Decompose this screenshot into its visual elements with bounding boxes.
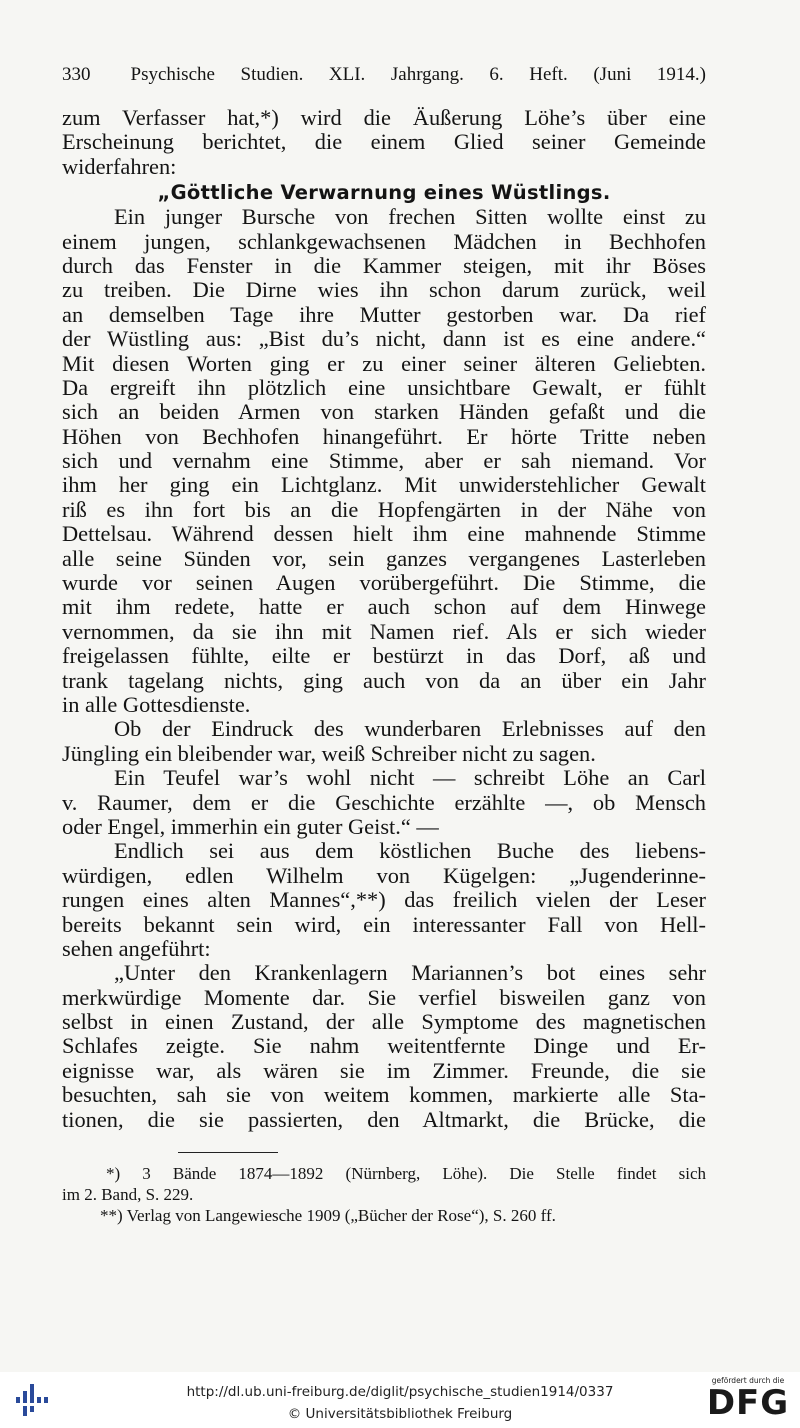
text-line: riß es ihn fort bis an die Hopfengärten in der Nähe von	[62, 496, 706, 522]
text-line: v. Raumer, dem er die Geschichte erzählte —, ob Mensch	[62, 789, 706, 815]
text-line: zum Verfasser hat,*) wird die Äußerung Löhe’s über eine	[62, 105, 706, 130]
text-line: sich und vernahm eine Stimme, aber er sah niemand. Vor	[62, 448, 706, 474]
footnote-line: **) Verlag von Langewiesche 1909 („Bücher der Rose“), S. 260 ff.	[100, 1206, 556, 1225]
text-line: trank tagelang nichts, ging auch von da an über ein Jahr	[62, 667, 706, 693]
text-line: Schlafes zeigte. Sie nahm weitentfernte Dinge und Er-	[62, 1033, 706, 1059]
text-line: sehen angeführt:	[62, 935, 211, 961]
text-line: eignisse war, als wären sie im Zimmer. Freunde, die sie	[62, 1057, 706, 1083]
text-line: zu treiben. Die Dirne wies ihn schon darum zurück, weil	[62, 277, 706, 303]
text-line: Höhen von Bechhofen hinangeführt. Er hörte Tritte neben	[62, 423, 706, 449]
text-line: an demselben Tage ihre Mutter gestorben war. Da rief	[62, 301, 706, 327]
text-line: Endlich sei aus dem köstlichen Buche des liebens-	[114, 838, 706, 864]
text-line: durch das Fenster in die Kammer steigen, mit ihr Böses	[62, 252, 706, 278]
text-line: ihm her ging ein Lichtglanz. Mit unwiderstehlicher Gewalt	[62, 472, 706, 498]
text-line: Dettelsau. Während dessen hielt ihm eine mahnende Stimme	[62, 521, 706, 547]
text-line: „Unter den Krankenlagern Mariannen’s bot eines sehr	[114, 960, 706, 986]
text-line: tionen, die sie passierten, den Altmarkt, die Brücke, die	[62, 1106, 706, 1132]
text-line: vernommen, da sie ihn mit Namen rief. Als er sich wieder	[62, 618, 706, 644]
text-line: Da ergreift ihn plötzlich eine unsichtbare Gewalt, er fühlt	[62, 374, 706, 400]
text-line: Ob der Eindruck des wunderbaren Erlebnisses auf den	[114, 716, 706, 742]
page-number: 330	[62, 64, 91, 85]
text-line: würdigen, edlen Wilhelm von Kügelgen: „Jugenderinne-	[62, 862, 706, 888]
body-text	[62, 106, 706, 1132]
footnote-divider	[178, 1152, 278, 1153]
footnote-line: *) 3 Bände 1874—1892 (Nürnberg, Löhe). Die Stelle findet sich	[106, 1164, 706, 1183]
text-line: Erscheinung berichtet, die einem Glied seiner Gemeinde	[62, 129, 706, 155]
text-line: Mit diesen Worten ging er zu einer seiner älteren Geliebten.	[62, 350, 706, 376]
footnote-line: im 2. Band, S. 229.	[62, 1185, 194, 1204]
text-line: merkwürdige Momente dar. Sie verfiel bisweilen ganz von	[62, 984, 706, 1010]
text-line: wurde vor seinen Augen vorübergeführt. Die Stimme, die	[62, 570, 706, 596]
text-line: freigelassen fühlte, eilte er bestürzt in das Dorf, aß und	[62, 643, 706, 669]
permalink-link[interactable]: http://dl.ub.uni-freiburg.de/diglit/psychische_studien1914/0337	[186, 1384, 614, 1400]
text-line: bereits bekannt sein wird, ein interessanter Fall von Hell-	[62, 911, 706, 937]
copyright-notice: © Universitätsbibliothek Freiburg	[287, 1406, 513, 1422]
running-header	[62, 64, 706, 86]
text-line: einem jungen, schlankgewachsenen Mädchen in Bechhofen	[62, 228, 706, 254]
section-heading: „Göttliche Verwarnung eines Wüstlings.	[157, 181, 611, 205]
text-line: sich an beiden Armen von starken Händen gefaßt und die	[62, 399, 706, 425]
text-line: alle seine Sünden vor, sein ganzes vergangenes Lasterleben	[62, 545, 706, 571]
sponsor-caption: gefördert durch die	[711, 1376, 785, 1385]
text-line: oder Engel, immerhin ein guter Geist.“ —	[62, 813, 439, 839]
running-title: Psychische Studien. XLI. Jahrgang. 6. Heft. (Juni 1914.)	[130, 64, 706, 85]
text-line: Jüngling ein bleibender war, weiß Schreiber nicht zu sagen.	[62, 740, 596, 766]
text-line: Ein Teufel war’s wohl nicht — schreibt Löhe an Carl	[114, 765, 706, 791]
text-line: besuchten, sah sie von weitem kommen, markierte alle Sta-	[62, 1082, 706, 1108]
text-line: Ein junger Bursche von frechen Sitten wollte einst zu	[114, 204, 706, 230]
text-line: in alle Gottesdienste.	[62, 691, 251, 717]
text-line: rungen eines alten Mannes“,**) das freilich vielen der Leser	[62, 887, 706, 913]
text-line: der Wüstling aus: „Bist du’s nicht, dann ist es eine andere.“	[62, 326, 706, 352]
dfg-logo-text: DFG	[706, 1383, 790, 1423]
viewer-footer	[0, 1372, 800, 1428]
text-line: selbst in einen Zustand, der alle Symptome des magnetischen	[62, 1009, 706, 1035]
dfg-logo	[706, 1376, 790, 1424]
text-line: widerfahren:	[62, 153, 177, 179]
footnotes	[62, 1163, 706, 1226]
text-line: mit ihm redete, hatte er auch schon auf dem Hinwege	[62, 594, 706, 620]
